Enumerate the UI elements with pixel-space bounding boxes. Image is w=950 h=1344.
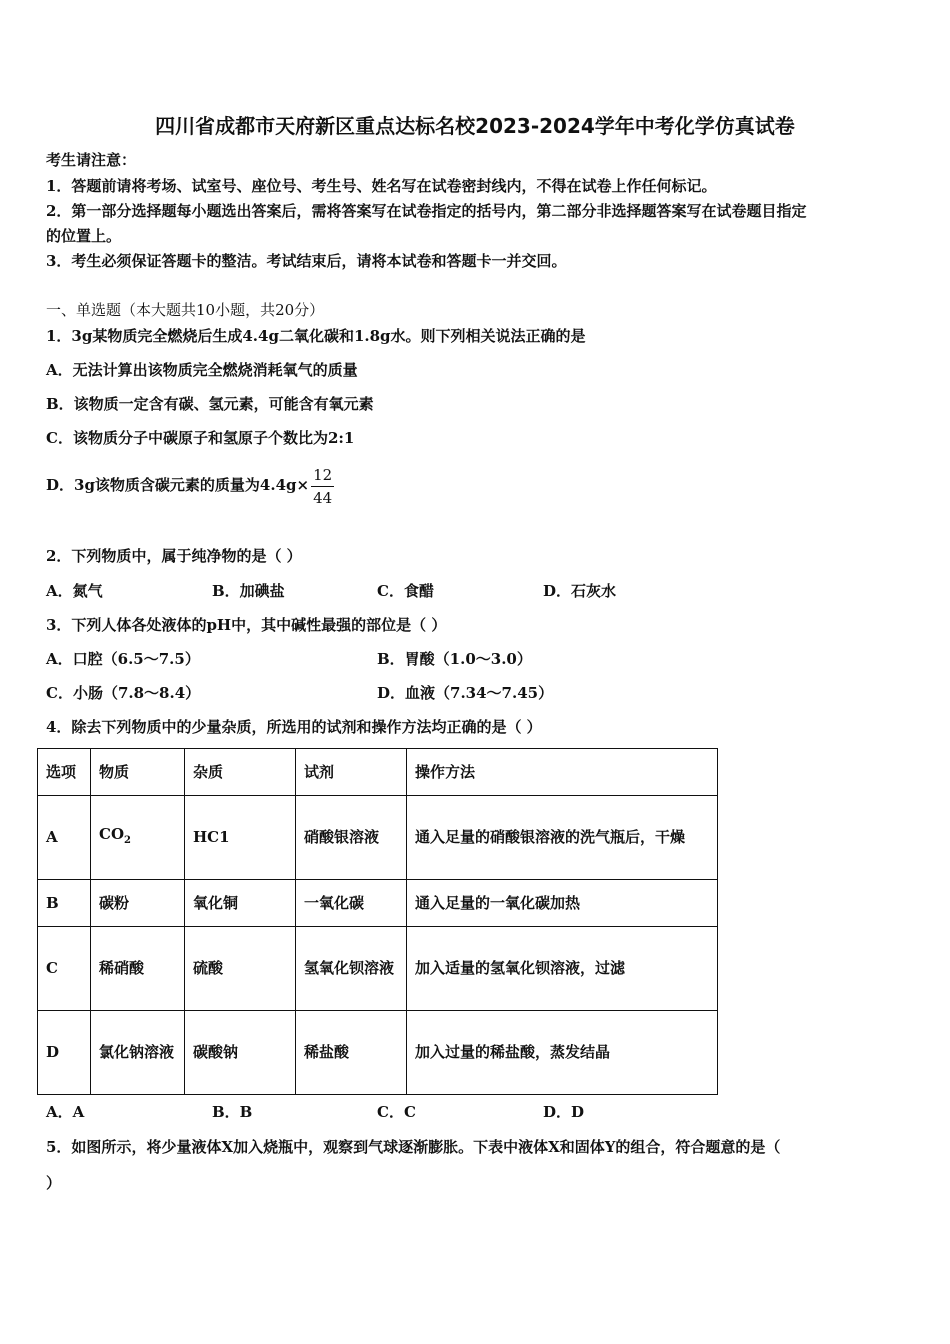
table-cell: D	[38, 1011, 91, 1095]
fraction	[311, 464, 334, 509]
q1-option-d	[46, 462, 334, 509]
q1-option-d-text: D．3g该物质含碳元素的质量为4.4g×	[46, 476, 310, 494]
q4-option-a: A．A	[46, 1103, 85, 1121]
table-cell: 氧化铜	[185, 880, 296, 927]
table-cell: 氯化钠溶液	[91, 1011, 185, 1095]
table-cell: 碳酸钠	[185, 1011, 296, 1095]
page-title: 四川省成都市天府新区重点达标名校2023-2024学年中考化学仿真试卷	[155, 114, 795, 138]
table-row	[38, 1011, 718, 1095]
q2-option-b: B．加碘盐	[212, 582, 285, 600]
notice-item-2: 2．第一部分选择题每小题选出答案后，需将答案写在试卷指定的括号内，第二部分非选择题答案写在试卷题目指定	[46, 202, 807, 220]
q4-option-c: C．C	[377, 1103, 416, 1121]
q4-option-b: B．B	[212, 1103, 253, 1121]
table-row	[38, 927, 718, 1011]
table-cell: A	[38, 796, 91, 880]
formula: CO	[99, 825, 125, 843]
table-cell: 氢氧化钡溶液	[296, 927, 407, 1011]
table-header-cell: 试剂	[296, 749, 407, 796]
table-cell: 硝酸银溶液	[296, 796, 407, 880]
q3-option-b: B．胃酸（1.0～3.0）	[377, 650, 532, 668]
table-cell	[91, 796, 185, 880]
table-header-cell: 物质	[91, 749, 185, 796]
table-cell: C	[38, 927, 91, 1011]
q3-option-c: C．小肠（7.8～8.4）	[46, 684, 201, 702]
notice-item-1: 1．答题前请将考场、试室号、座位号、考生号、姓名写在试卷密封线内，不得在试卷上作任何标记。	[46, 177, 717, 195]
q4-table	[37, 748, 718, 1095]
q3-option-a: A．口腔（6.5～7.5）	[46, 650, 200, 668]
table-header-cell: 操作方法	[407, 749, 718, 796]
table-cell: B	[38, 880, 91, 927]
table-header-cell: 杂质	[185, 749, 296, 796]
q5-stem: 5．如图所示，将少量液体X加入烧瓶中，观察到气球逐渐膨胀。下表中液体X和固体Y的组合，符合题意的是（	[46, 1138, 781, 1156]
q2-option-d: D．石灰水	[543, 582, 617, 600]
table-cell: 稀盐酸	[296, 1011, 407, 1095]
q1-stem: 1．3g某物质完全燃烧后生成4.4g二氧化碳和1.8g水。则下列相关说法正确的是	[46, 327, 586, 345]
table-cell: HC1	[185, 796, 296, 880]
q5-stem-end: ）	[46, 1174, 62, 1192]
q4-option-d: D．D	[543, 1103, 585, 1121]
table-cell: 加入过量的稀盐酸，蒸发结晶	[407, 1011, 718, 1095]
q1-option-b: B．该物质一定含有碳、氢元素，可能含有氧元素	[46, 395, 374, 413]
notice-item-2-cont: 的位置上。	[46, 227, 122, 245]
table-cell: 通入足量的硝酸银溶液的洗气瓶后，干燥	[407, 796, 718, 880]
notice-item-3: 3．考生必须保证答题卡的整洁。考试结束后，请将本试卷和答题卡一并交回。	[46, 252, 567, 270]
q2-option-a: A．氮气	[46, 582, 103, 600]
fraction-numerator: 12	[311, 464, 334, 487]
table-header-row	[38, 749, 718, 796]
q1-option-c: C．该物质分子中碳原子和氢原子个数比为2:1	[46, 429, 355, 447]
q1-option-a: A．无法计算出该物质完全燃烧消耗氧气的质量	[46, 361, 358, 379]
notice-heading: 考生请注意：	[46, 151, 137, 169]
table-header-cell: 选项	[38, 749, 91, 796]
table-cell: 加入适量的氢氧化钡溶液，过滤	[407, 927, 718, 1011]
section-heading: 一、单选题（本大题共10小题，共20分）	[46, 301, 325, 319]
table-cell: 碳粉	[91, 880, 185, 927]
formula-subscript: 2	[124, 835, 131, 846]
fraction-denominator: 44	[313, 488, 333, 507]
q4-stem: 4．除去下列物质中的少量杂质，所选用的试剂和操作方法均正确的是（ ）	[46, 718, 542, 736]
q3-stem: 3．下列人体各处液体的pH中，其中碱性最强的部位是（ ）	[46, 616, 447, 634]
q2-stem: 2．下列物质中，属于纯净物的是（ ）	[46, 547, 302, 565]
q2-option-c: C．食醋	[377, 582, 434, 600]
table-row	[38, 880, 718, 927]
table-cell: 一氧化碳	[296, 880, 407, 927]
table-row	[38, 796, 718, 880]
table-cell: 通入足量的一氧化碳加热	[407, 880, 718, 927]
table-cell: 硫酸	[185, 927, 296, 1011]
q3-option-d: D．血液（7.34～7.45）	[377, 684, 554, 702]
table-cell: 稀硝酸	[91, 927, 185, 1011]
